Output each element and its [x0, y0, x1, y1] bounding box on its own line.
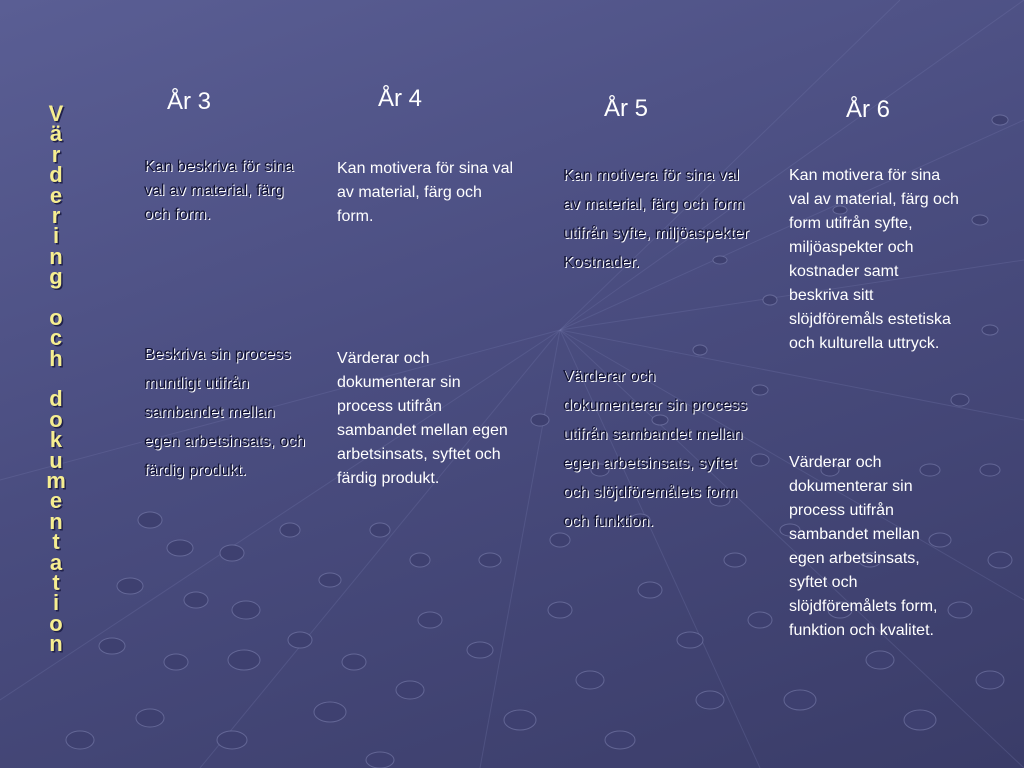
- vertical-title-letter: c: [49, 325, 63, 351]
- year-6-process-criteria: Värderar och dokumenterar sin process utifrån sambandet mellan egen arbetsinsats, syftet och slöjdföremålets form, funktion och kvalitet.: [789, 454, 938, 639]
- year-4-heading: År 4: [378, 85, 423, 112]
- vertical-title-letter: g: [49, 264, 63, 290]
- vertical-title-letter: a: [49, 549, 63, 575]
- vertical-title-letter: e: [49, 182, 63, 208]
- vertical-title-letter: r: [51, 202, 61, 228]
- year-4-material-criteria: Kan motivera för sina val av material, färg och form.: [337, 160, 514, 225]
- year-3-heading: År 3: [167, 88, 212, 115]
- year-5-material-criteria: Kan motivera för sina val av material, färg och form utifrån syfte, miljöaspekter Kostnader.: [563, 167, 749, 271]
- vertical-title-letter: o: [49, 406, 63, 432]
- vertical-title-letter: n: [49, 631, 63, 657]
- year-4-process-criteria: Värderar och dokumenterar sin process utifrån sambandet mellan egen arbetsinsats, syftet och färdig produkt.: [337, 350, 508, 487]
- vertical-title-letter: o: [49, 304, 63, 330]
- vertical-title-letter: o: [49, 610, 63, 636]
- year-5-process-criteria: Värderar och dokumenterar sin process utifrån sambandet mellan egen arbetsinsats, syftet och slöjdföremålets form och funktion.: [563, 368, 748, 530]
- year-3-material-criteria: Kan beskriva för sina val av material, färg och form.: [144, 158, 294, 223]
- vertical-title-letter: k: [49, 427, 63, 453]
- vertical-title-letter: n: [49, 508, 63, 534]
- vertical-title-letter: m: [46, 468, 66, 494]
- vertical-title-letter: n: [49, 243, 63, 269]
- vertical-title-letter: h: [49, 345, 63, 371]
- vertical-title-letter: i: [52, 223, 60, 249]
- vertical-title-letter: u: [49, 447, 63, 473]
- year-5-heading: År 5: [604, 95, 649, 122]
- vertical-title-letter: t: [52, 569, 60, 595]
- year-6-material-criteria: Kan motivera för sina val av material, färg och form utifrån syfte, miljöaspekter och kostnader samt beskriva sitt slöjdföremåls estetiska och kulturella uttryck.: [789, 167, 959, 352]
- vertical-title-letter: d: [49, 162, 63, 188]
- vertical-title-letter: ä: [49, 121, 63, 147]
- vertical-title-letter: t: [52, 529, 60, 555]
- vertical-title-letter: V: [48, 101, 64, 126]
- vertical-title-letter: d: [49, 386, 63, 412]
- vertical-title-letter: e: [49, 488, 63, 514]
- year-6-heading: År 6: [846, 96, 891, 123]
- year-3-process-criteria: Beskriva sin process muntligt utifrån sambandet mellan egen arbetsinsats, och färdig produkt.: [144, 346, 305, 479]
- vertical-title: [30, 101, 82, 657]
- vertical-title-letter: r: [51, 141, 61, 167]
- vertical-title-letter: i: [52, 590, 60, 616]
